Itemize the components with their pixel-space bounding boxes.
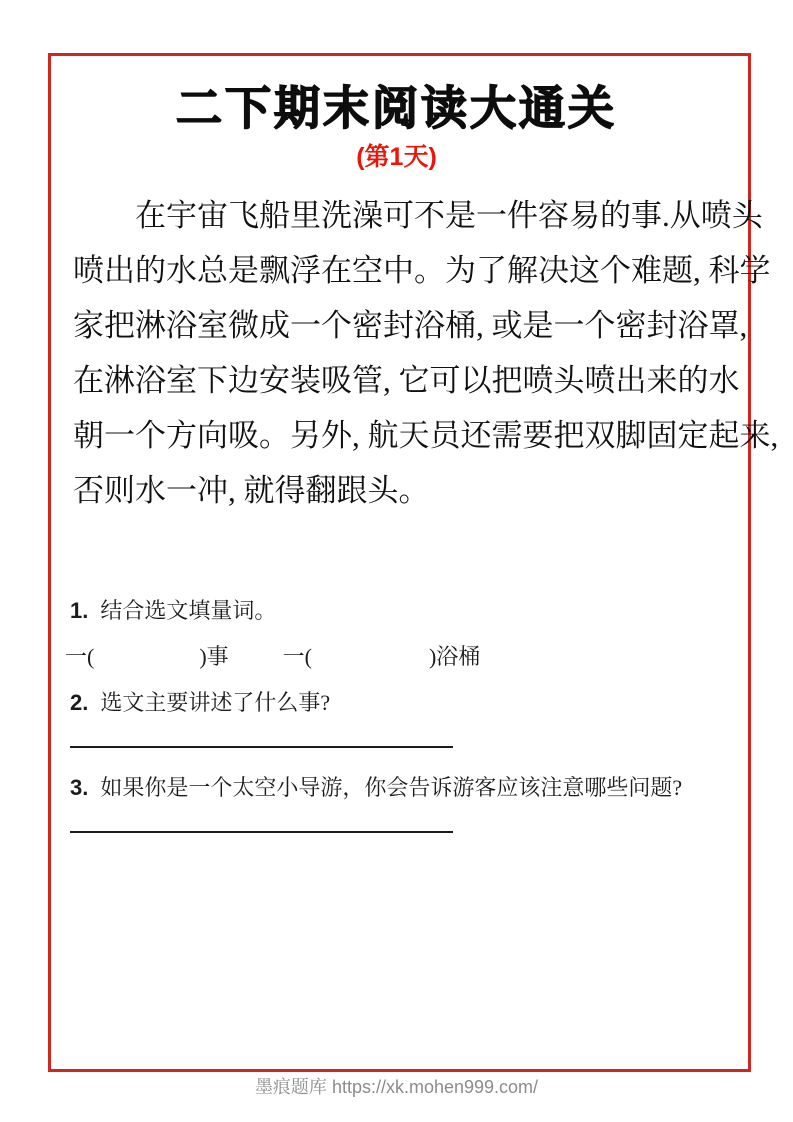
reading-passage xyxy=(73,188,779,518)
question-3-number: 3. xyxy=(70,775,89,800)
passage-line: 否则水一冲, 就得翻跟头。 xyxy=(73,473,430,508)
fill-in-blanks-row xyxy=(65,644,480,670)
passage-line: 家把淋浴室微成一个密封浴桶, 或是一个密封浴罩, xyxy=(73,308,748,343)
question-1-number: 1. xyxy=(70,598,89,623)
footer-url: https://xk.mohen999.com/ xyxy=(331,1077,539,1097)
passage-line: 在宇宙飞船里洗澡可不是一件容易的事.从喷头 xyxy=(135,198,763,233)
question-2-text: 选文主要讲述了什么事? xyxy=(100,690,331,715)
passage-line: 朝一个方向吸。另外, 航天员还需要把双脚固定起来, xyxy=(73,418,779,453)
page-subtitle: (第1天) xyxy=(356,143,437,171)
passage-line: 喷出的水总是飘浮在空中。为了解决这个难题, 科学 xyxy=(73,253,771,288)
question-1-text: 结合选文填量词。 xyxy=(100,598,277,623)
passage-line: 在淋浴室下边安装吸管, 它可以把喷头喷出来的水 xyxy=(73,363,740,398)
question-3 xyxy=(70,775,682,801)
question-1 xyxy=(70,598,276,624)
question-2-number: 2. xyxy=(70,690,89,715)
fill-blank-1-close: )事 xyxy=(199,644,229,669)
question-3-text: 如果你是一个太空小导游，你会告诉游客应该注意哪些问题? xyxy=(100,775,683,800)
answer-blank-line xyxy=(70,746,453,748)
page-title: 二下期末阅读大通关 xyxy=(176,82,617,134)
footer-watermark xyxy=(0,1073,793,1099)
fill-blank-2-open: 一( xyxy=(282,644,312,669)
fill-blank-2-close: )浴桶 xyxy=(428,644,481,669)
footer-site-name: 墨痕题库 xyxy=(254,1077,327,1097)
answer-blank-line xyxy=(70,831,453,833)
fill-blank-1-open: 一( xyxy=(65,644,95,669)
question-2 xyxy=(70,690,330,716)
